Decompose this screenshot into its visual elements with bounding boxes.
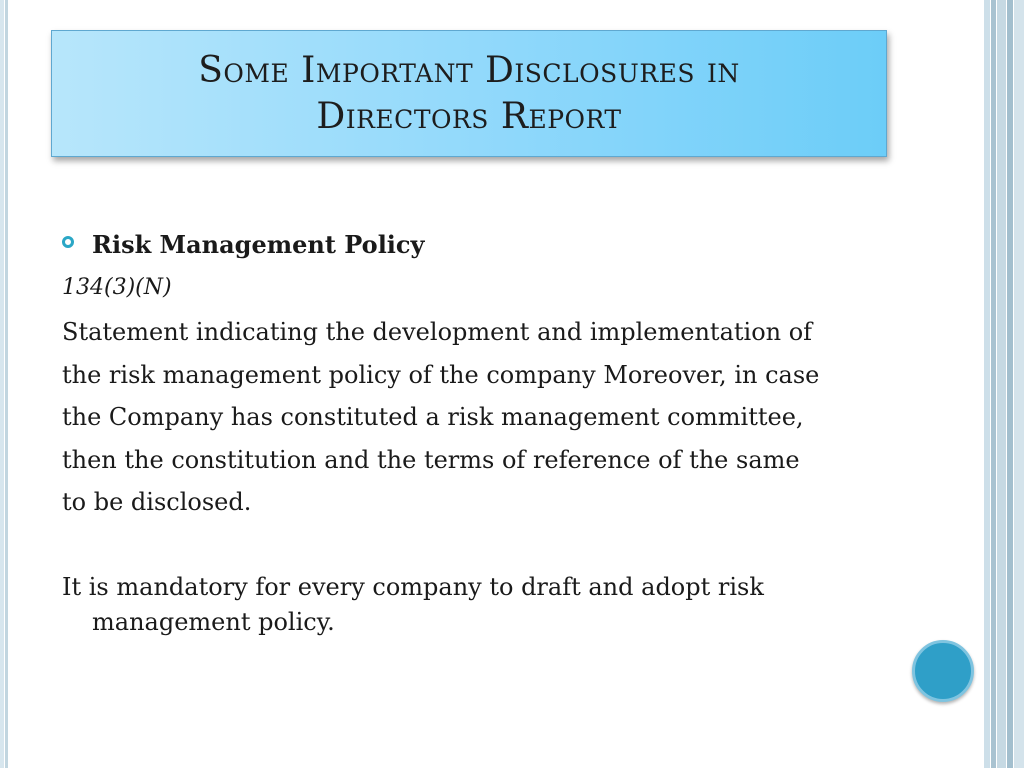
body-text-line: to be disclosed. — [62, 488, 252, 516]
section-heading: Risk Management Policy — [92, 230, 425, 259]
right-border-stripe — [997, 0, 1006, 768]
body-text-line: the Company has constituted a risk management committee, — [62, 403, 804, 431]
title-line-2: Directors Report — [316, 95, 622, 137]
body-text-line: the risk management policy of the company Moreover, in case — [62, 361, 820, 389]
right-border-stripe — [1007, 0, 1013, 768]
body-text-line: Statement indicating the development and implementation of — [62, 318, 813, 346]
slide-title — [89, 48, 849, 140]
title-box — [51, 30, 887, 157]
body-text-line: then the constitution and the terms of reference of the same — [62, 446, 800, 474]
circle-icon[interactable] — [912, 640, 974, 702]
left-border-stripe — [0, 0, 4, 768]
left-border-stripe — [5, 0, 8, 768]
right-border-stripe — [991, 0, 996, 768]
body-text-line: management policy. — [92, 608, 335, 636]
right-border-stripe — [984, 0, 990, 768]
right-border-stripe — [1014, 0, 1024, 768]
body-text-line: It is mandatory for every company to draft and adopt risk — [62, 573, 764, 601]
section-reference: 134(3)(N) — [62, 275, 172, 300]
title-line-1: Some Important Disclosures in — [198, 49, 740, 91]
hollow-circle-bullet-icon — [62, 236, 74, 248]
